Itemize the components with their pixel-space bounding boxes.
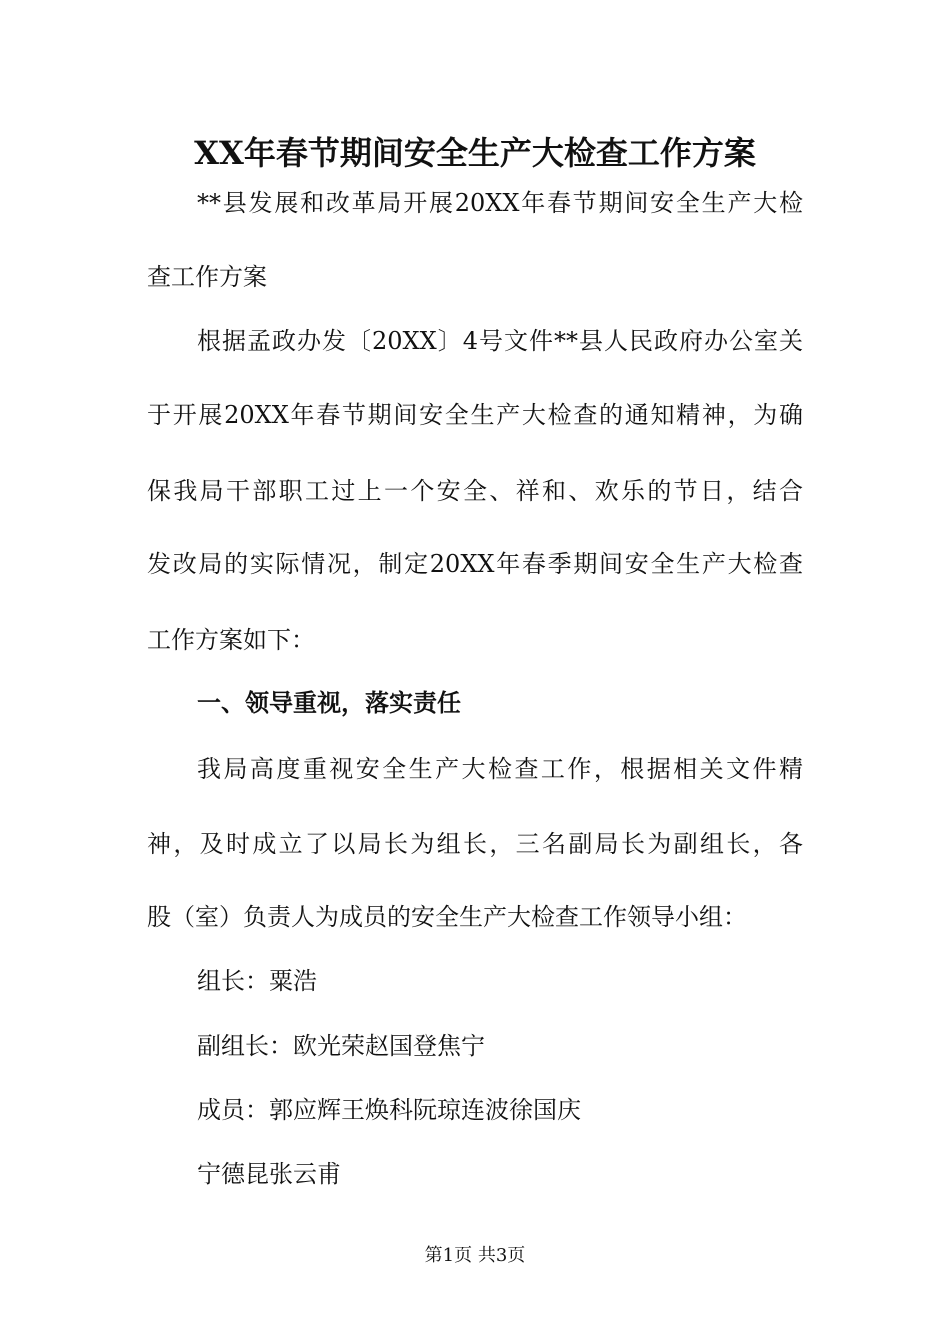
leader-line: 组长：粟浩 — [197, 967, 317, 995]
deputy-leader-line: 副组长：欧光荣赵国登焦宁 — [197, 1032, 485, 1060]
paragraph-line: 发改局的实际情况，制定20XX年春季期间安全生产大检查 — [147, 550, 803, 578]
members-line: 成员：郭应辉王焕科阮琼连波徐国庆 — [197, 1096, 581, 1124]
paragraph-line: 根据孟政办发〔20XX〕4号文件**县人民政府办公室关 — [197, 327, 803, 355]
members-line-continued: 宁德昆张云甫 — [197, 1160, 341, 1188]
section-heading: 一、领导重视，落实责任 — [197, 689, 461, 717]
paragraph-line: 于开展20XX年春节期间安全生产大检查的通知精神，为确 — [147, 401, 803, 429]
paragraph-line: 神，及时成立了以局长为组长，三名副局长为副组长，各 — [147, 830, 803, 858]
paragraph-line: 股（室）负责人为成员的安全生产大检查工作领导小组： — [147, 903, 747, 931]
paragraph-line: 工作方案如下： — [147, 626, 315, 654]
paragraph-line: 查工作方案 — [147, 263, 267, 291]
document-title: XX年春节期间安全生产大检查工作方案 — [194, 134, 756, 172]
page-footer: 第1页 共3页 — [424, 1245, 526, 1266]
paragraph-line: 我局高度重视安全生产大检查工作，根据相关文件精 — [197, 755, 803, 783]
paragraph-line: **县发展和改革局开展20XX年春节期间安全生产大检 — [197, 189, 803, 217]
paragraph-line: 保我局干部职工过上一个安全、祥和、欢乐的节日，结合 — [147, 477, 803, 505]
